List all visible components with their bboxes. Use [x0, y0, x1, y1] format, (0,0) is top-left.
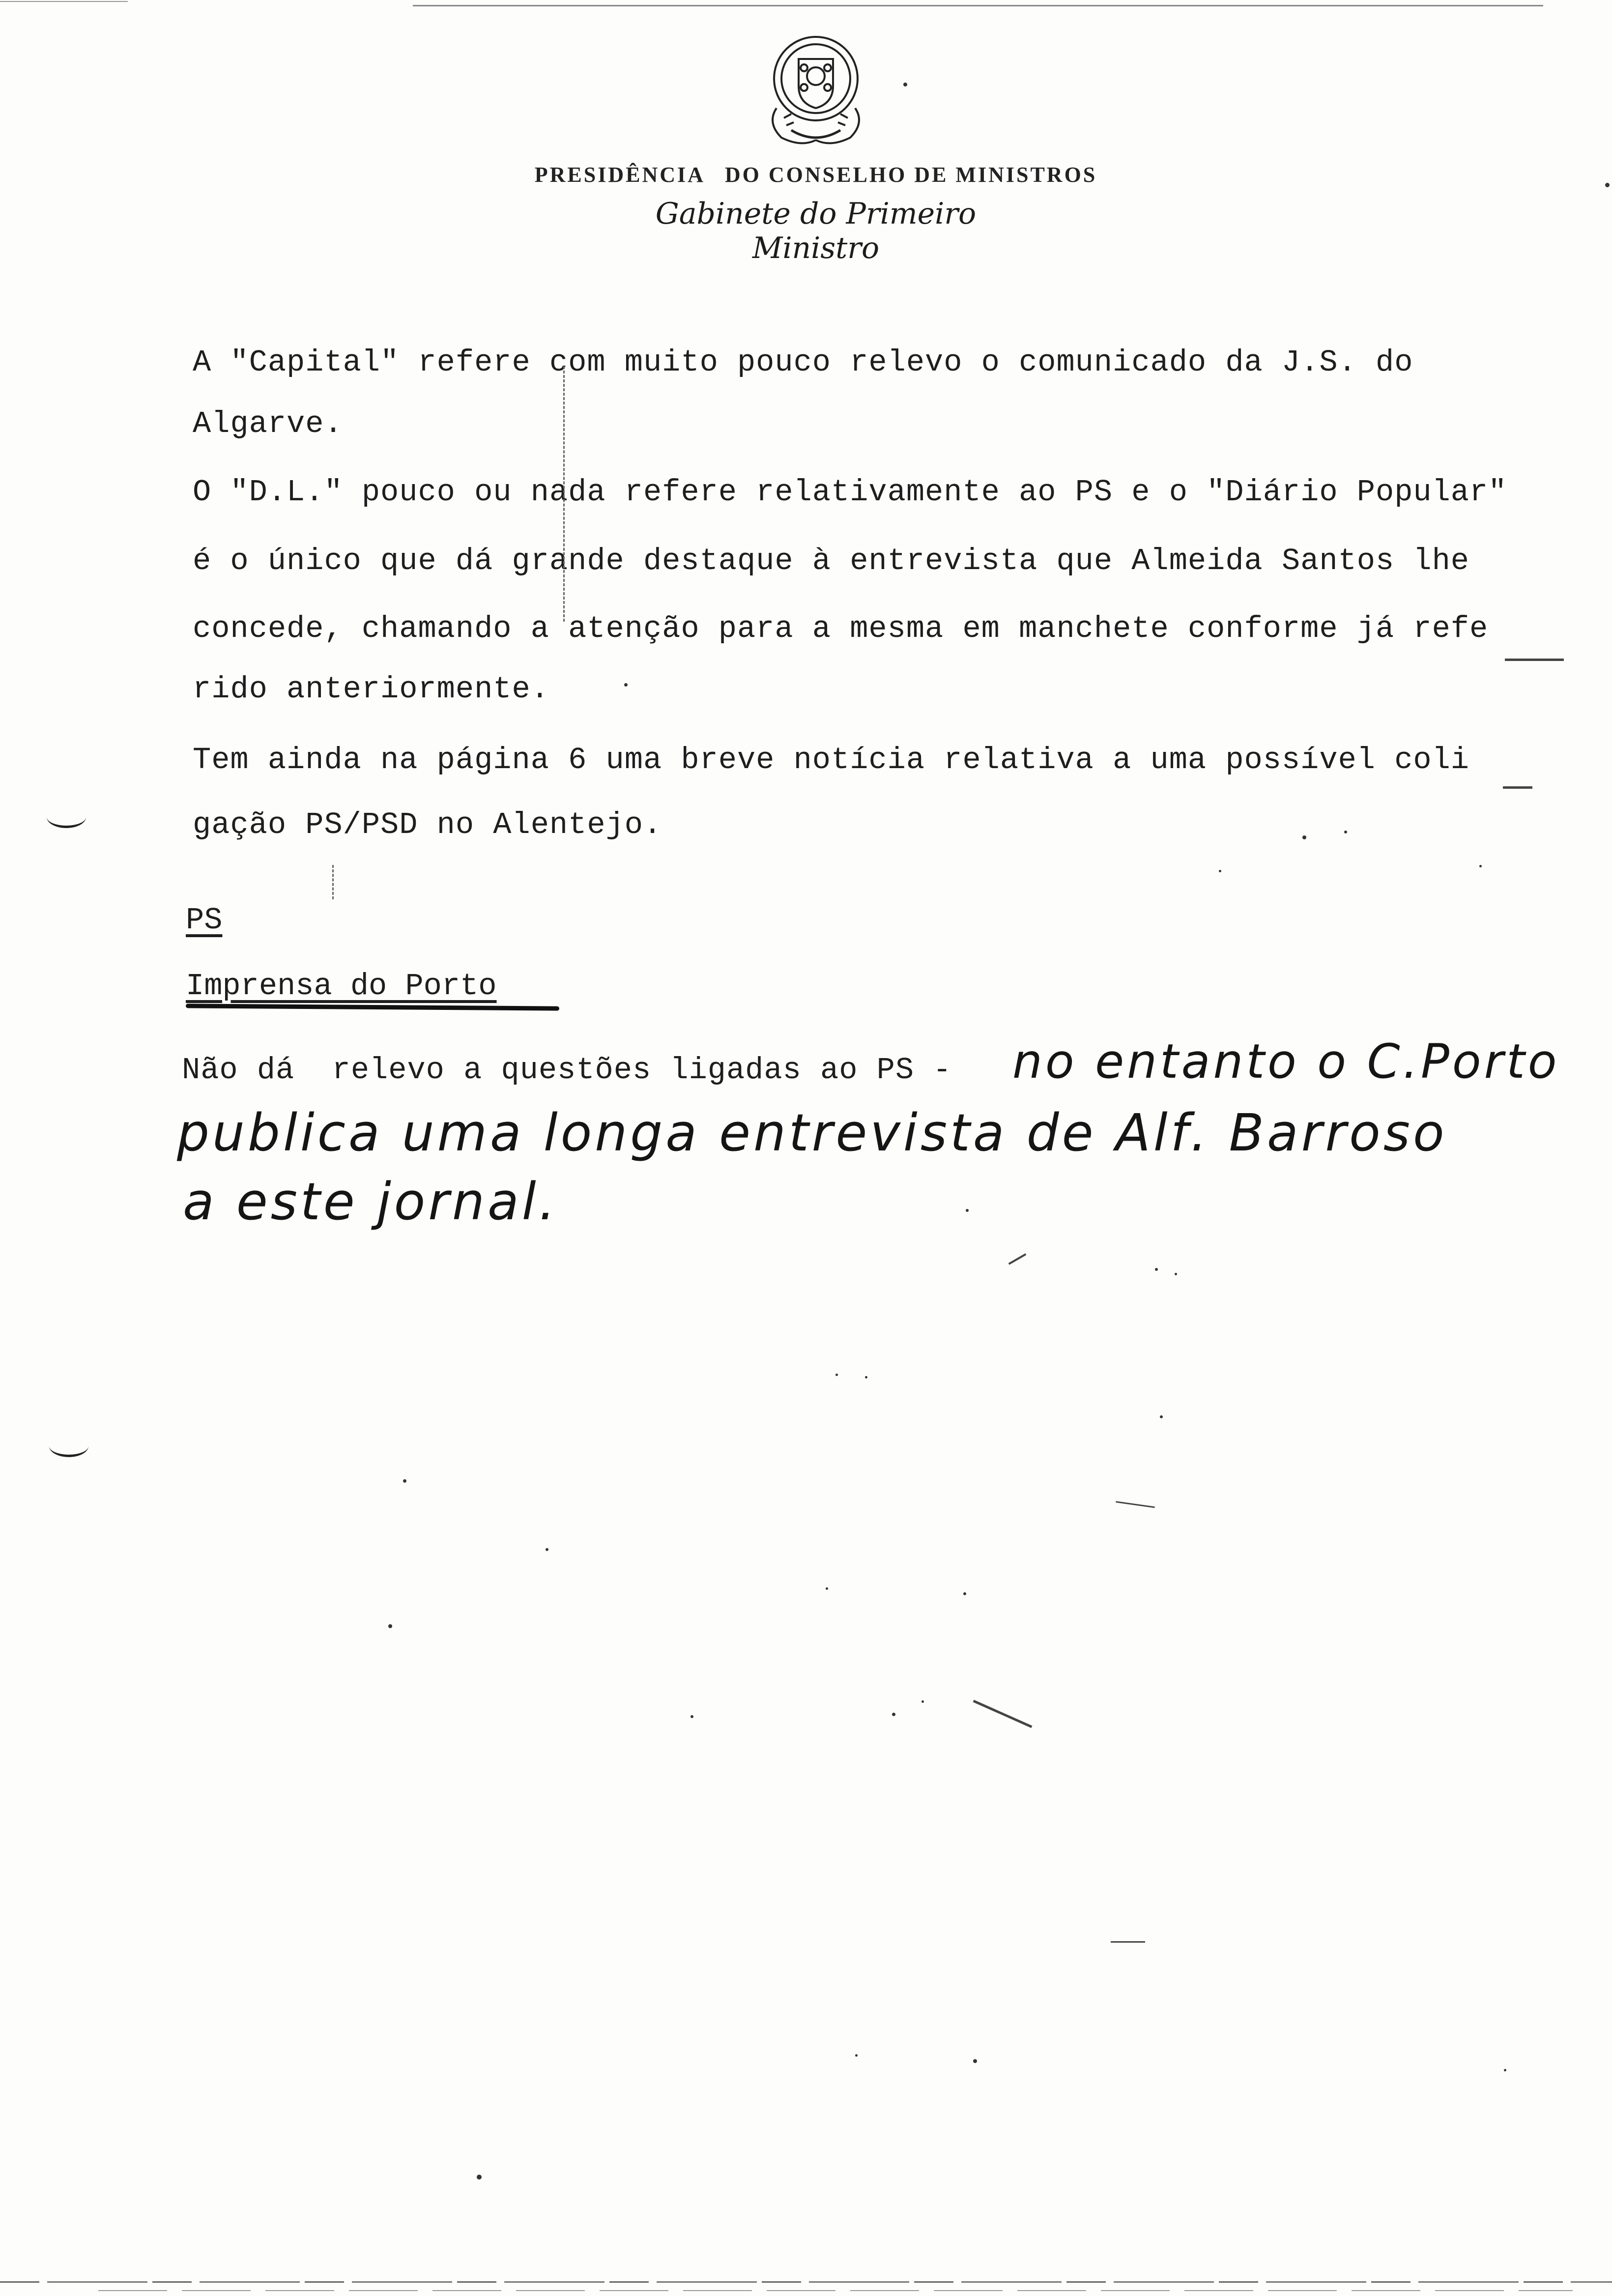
header-subtitle: Gabinete do Primeiro Ministro	[655, 197, 977, 265]
section-heading-ps: PS	[186, 903, 223, 938]
speck	[1504, 2069, 1506, 2071]
scratch-mark	[1111, 1941, 1145, 1943]
header-title	[0, 162, 1612, 187]
speck	[691, 1715, 693, 1718]
underline-mark	[1503, 786, 1532, 789]
scratch-mark	[1008, 1253, 1027, 1264]
scan-edge-top	[413, 5, 1543, 6]
speck	[966, 1209, 969, 1212]
body-line-6: rido anteriormente.	[193, 672, 549, 707]
speck	[546, 1548, 548, 1551]
speck	[388, 1624, 392, 1628]
speck	[403, 1479, 406, 1483]
speck	[1219, 870, 1221, 872]
section-heading-porto: Imprensa do Porto	[186, 969, 497, 1004]
speck	[477, 2175, 482, 2180]
margin-punch-mark	[49, 1435, 88, 1457]
body-line-1: A "Capital" refere com muito pouco relevo o comunicado da J.S. do	[193, 345, 1413, 380]
speck	[865, 1376, 867, 1378]
speck	[1479, 865, 1482, 867]
handwritten-note-3: a este jornal.	[183, 1172, 558, 1232]
underline-mark	[1505, 659, 1564, 661]
body-line-7: Tem ainda na página 6 uma breve notícia relativa a uma possível coli	[193, 743, 1470, 777]
body-line-2: Algarve.	[193, 406, 343, 441]
scratch-mark	[1116, 1501, 1155, 1508]
handwritten-note-2: publica uma longa entrevista de Alf. Barroso	[177, 1103, 1447, 1163]
speck	[855, 2054, 858, 2057]
header-title-rest: DO CONSELHO DE MINISTROS	[724, 163, 1097, 187]
speck	[1605, 183, 1610, 187]
speck	[963, 1592, 966, 1595]
typed-line: Não dá relevo a questões ligadas ao PS -	[182, 1053, 952, 1088]
speck	[892, 1713, 895, 1716]
body-line-5: concede, chamando a atenção para a mesma em manchete conforme já refe	[193, 611, 1489, 646]
body-line-3: O "D.L." pouco ou nada refere relativamente ao PS e o "Diário Popular"	[193, 475, 1507, 510]
speck	[1175, 1273, 1177, 1275]
speck	[1155, 1268, 1158, 1271]
speck	[973, 2059, 977, 2063]
header-title-word: PRESIDÊNCIA	[534, 163, 705, 187]
fold-line	[332, 865, 334, 899]
scan-edge-bottom-2	[98, 2290, 1573, 2291]
speck	[1344, 831, 1347, 833]
speck	[903, 83, 907, 86]
scan-edge-bottom	[0, 2281, 1612, 2283]
speck	[1302, 835, 1306, 839]
body-line-4: é o único que dá grande destaque à entrevista que Almeida Santos lhe	[193, 544, 1470, 578]
speck	[826, 1587, 828, 1590]
coat-of-arms-seal	[757, 29, 875, 152]
scratch-mark	[973, 1700, 1033, 1728]
handwritten-note-1: no entanto o C.Porto	[1012, 1034, 1560, 1089]
speck	[624, 683, 628, 687]
speck	[1160, 1415, 1163, 1418]
scan-edge-top-left	[0, 1, 128, 2]
speck	[835, 1374, 838, 1376]
fold-line	[563, 366, 565, 622]
body-line-8: gação PS/PSD no Alentejo.	[193, 807, 662, 842]
speck	[921, 1700, 924, 1703]
heading-rule	[186, 1004, 559, 1010]
margin-punch-mark	[47, 806, 86, 828]
